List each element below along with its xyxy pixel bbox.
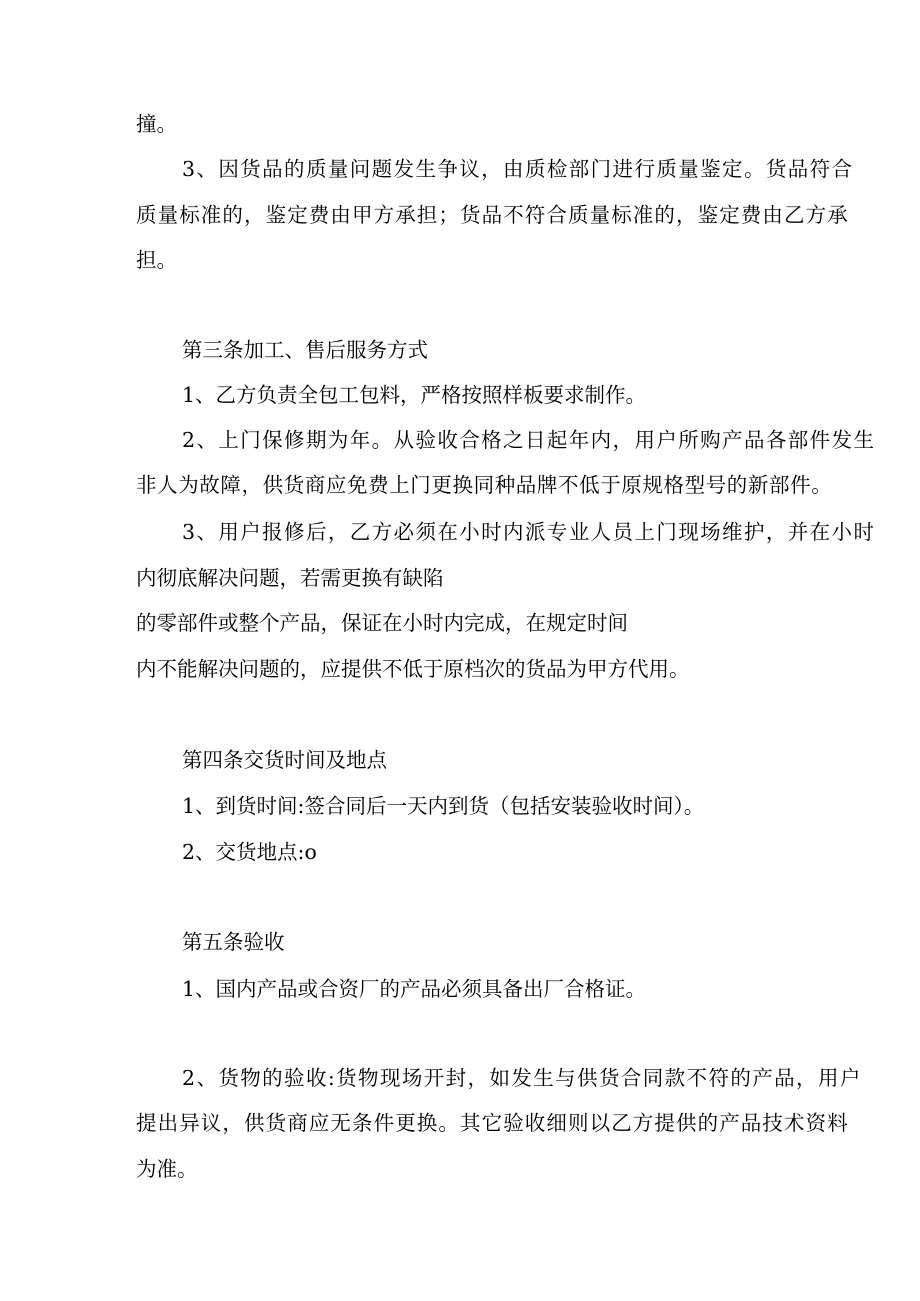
section-heading-article-5: 第五条验收 <box>182 930 285 954</box>
section-heading-article-3: 第三条加工、售后服务方式 <box>182 338 428 362</box>
text-line: 内不能解决问题的，应提供不低于原档次的货品为甲方代用。 <box>136 657 690 681</box>
section-heading-article-4: 第四条交货时间及地点 <box>182 748 387 772</box>
clause-2-delivery-place: 2、交货地点:o <box>182 840 317 864</box>
text-line: 非人为故障，供货商应免费上门更换同种品牌不低于原规格型号的新部件。 <box>136 473 833 497</box>
text-line: 担。 <box>136 248 177 272</box>
text-line: 提出异议，供货商应无条件更换。其它验收细则以乙方提供的产品技术资料 <box>136 1111 849 1135</box>
text-line: 为准。 <box>136 1157 198 1181</box>
text-line: 质量标准的，鉴定费由甲方承担；货品不符合质量标准的，鉴定费由乙方承 <box>136 203 849 227</box>
clause-3-repair: 3、用户报修后，乙方必须在小时内派专业人员上门现场维护，并在小时 <box>182 520 876 544</box>
text-line: 内彻底解决问题，若需更换有缺陷 <box>136 566 444 590</box>
clause-1-certificate: 1、国内产品或合资厂的产品必须具备出厂合格证。 <box>182 977 647 1001</box>
text-line: 撞。 <box>136 112 177 136</box>
clause-1-materials: 1、乙方负责全包工包料，严格按照样板要求制作。 <box>182 383 647 407</box>
text-line: 的零部件或整个产品，保证在小时内完成，在规定时间 <box>136 611 628 635</box>
clause-2-inspection: 2、货物的验收:货物现场开封，如发生与供货合同款不符的产品，用户 <box>182 1066 862 1090</box>
clause-2-warranty: 2、上门保修期为年。从验收合格之日起年内，用户所购产品各部件发生 <box>182 428 876 452</box>
clause-1-delivery-time: 1、到货时间:签合同后一天内到货（包括安装验收时间）。 <box>182 794 705 818</box>
clause-3-quality-dispute: 3、因货品的质量问题发生争议，由质检部门进行质量鉴定。货品符合 <box>182 157 854 181</box>
